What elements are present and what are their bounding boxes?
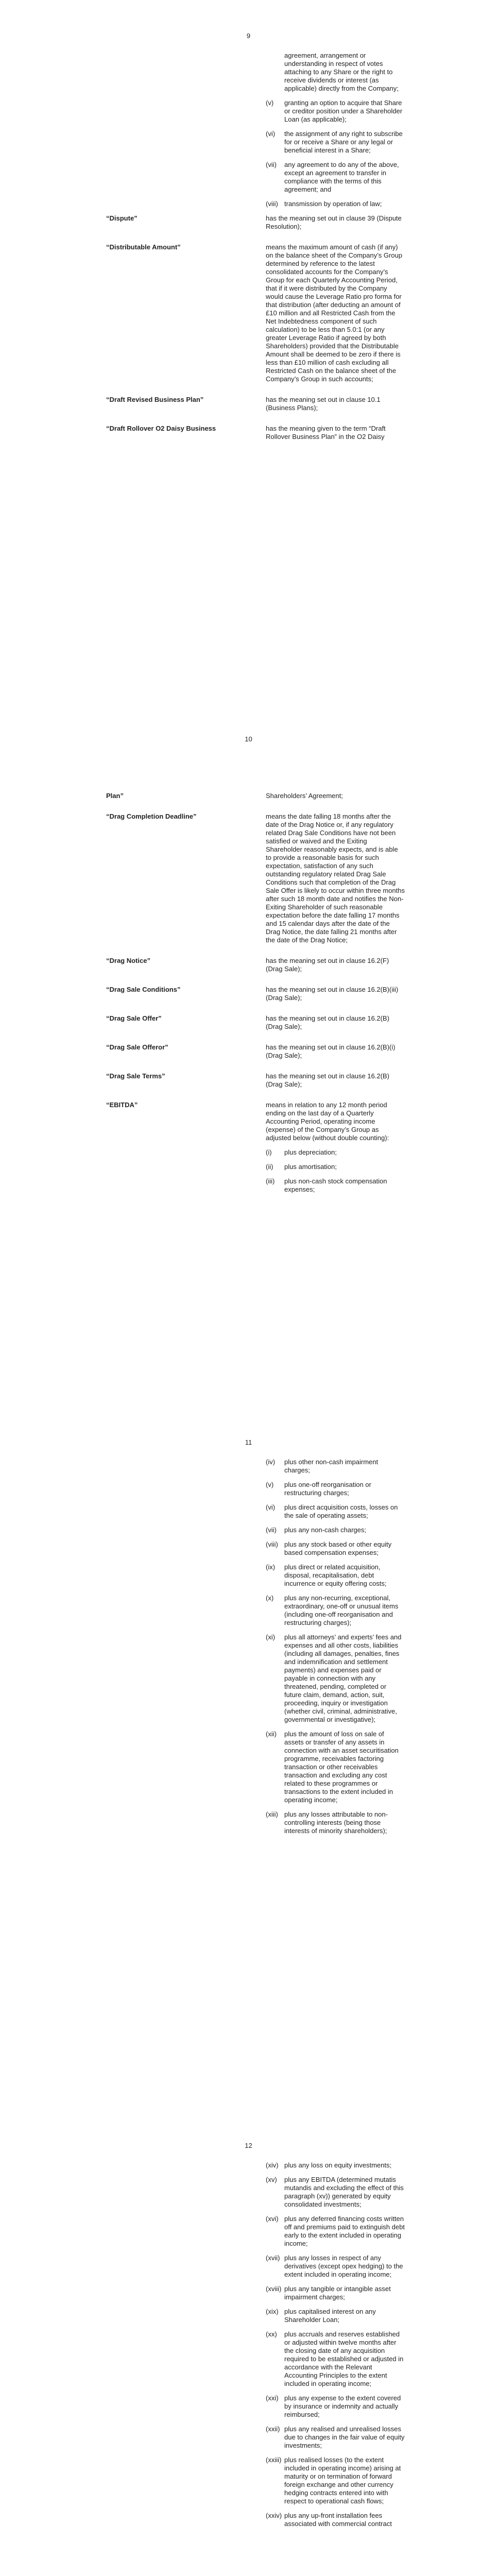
list-item: (ii) plus amortisation;	[266, 1163, 337, 1171]
definition-row	[106, 425, 405, 441]
definition-row	[106, 792, 405, 800]
definition-row	[106, 986, 405, 1002]
definition-term: “EBITDA”	[106, 1101, 138, 1109]
definition-term: “Drag Sale Offeror”	[106, 1043, 168, 1051]
list-item: (x) plus any non-recurring, exceptional, extraordinary, one-off or unusual items (including one-off reorganisation and restructuring charges);	[266, 1594, 399, 1626]
list-item: (xxiv) plus any up-front installation fees associated with commercial contract	[266, 2512, 392, 2528]
definition-term: “Drag Sale Terms”	[106, 1072, 165, 1080]
definition-term: Plan”	[106, 792, 124, 800]
list-item: (i) plus depreciation;	[266, 1148, 337, 1156]
list-item: agreement, arrangement or understanding in respect of votes attaching to any Share or the right to receive dividends or interest (as applicable) directly from the Company;	[284, 52, 399, 92]
definition-row	[106, 1072, 405, 1089]
definition-text: has the meaning set out in clause 16.2(B)(i) (Drag Sale);	[266, 1043, 396, 1059]
page-12	[0, 2110, 497, 2576]
definition-text: has the meaning set out in clause 10.1 (Business Plans);	[266, 396, 381, 412]
definition-text: means the maximum amount of cash (if any) on the balance sheet of the Company’s Group determined by reference to the latest consolidated accounts for the Company’s Group for each Quarterly Accounting Period, that if it were distributed by the Company would cause the Leverage Ratio pro forma for that distribution (after deducting an amount of £10 million and all Restricted Cash from the Net Indebtedness component of such calculation) to be less than 5.0:1 (or any greater Leverage Ratio if agreed by both Shareholders) provided that the Distributable Amount shall be deemed to be zero if there is less than £10 million of cash excluding all Restricted Cash on the balance sheet of the Company’s Group in such accounts;	[266, 243, 402, 383]
definition-text: has the meaning set out in clause 39 (Dispute Resolution);	[266, 214, 402, 230]
list-item: (xxi) plus any expense to the extent covered by insurance or indemnity and actually reimbursed;	[266, 2394, 401, 2418]
list-item: (v) granting an option to acquire that Share or creditor position under a Shareholder Loan (as applicable);	[266, 99, 403, 123]
definition-row	[106, 214, 405, 231]
list-item: (ix) plus direct or related acquisition, disposal, recapitalisation, debt incurrence or equity offering costs;	[266, 1563, 387, 1587]
page-number: 12	[245, 2142, 252, 2149]
definition-text: means in relation to any 12 month period ending on the last day of a Quarterly Accounting Period, operating income (expense) of the Company’s Group as adjusted below (without double counting):	[266, 1101, 389, 1142]
list-item: (xiv) plus any loss on equity investments;	[266, 2161, 392, 2169]
list-item: (iii) plus non-cash stock compensation expenses;	[266, 1177, 387, 1193]
list-item: (xiii) plus any losses attributable to non-controlling interests (being those interests of minority shareholders);	[266, 1810, 388, 1835]
definition-term: “Draft Rollover O2 Daisy Business	[106, 425, 216, 432]
page-11	[0, 1406, 497, 2110]
list-item: (xvi) plus any deferred financing costs written off and premiums paid to extinguish debt early to the extent included in operating income;	[266, 2215, 405, 2247]
definition-row	[106, 396, 405, 412]
definition-text: Shareholders’ Agreement;	[266, 792, 343, 800]
definition-term: “Dispute”	[106, 214, 138, 222]
list-item: (iv) plus other non-cash impairment charges;	[266, 1458, 379, 1474]
definition-row	[106, 243, 405, 383]
definition-row	[106, 1101, 405, 1142]
definition-text: has the meaning given to the term “Draft Rollover Business Plan” in the O2 Daisy	[266, 425, 386, 440]
definition-text: has the meaning set out in clause 16.2(F) (Drag Sale);	[266, 957, 389, 973]
list-item: (viii) transmission by operation of law;	[266, 200, 382, 208]
page-9	[0, 0, 497, 703]
page-number: 9	[246, 32, 251, 40]
definition-term: “Drag Sale Conditions”	[106, 986, 181, 993]
list-item: (vii) plus any non-cash charges;	[266, 1526, 366, 1534]
list-item: (xv) plus any EBITDA (determined mutatis mutandis and excluding the effect of this paragraph (xv)) generated by equity consolidated investments;	[266, 2176, 404, 2208]
page-number: 10	[245, 735, 252, 743]
definition-row	[106, 1014, 405, 1031]
definition-term: “Drag Notice”	[106, 957, 150, 964]
list-item: (xviii) plus any tangible or intangible asset impairment charges;	[266, 2285, 391, 2301]
definition-term: “Distributable Amount”	[106, 243, 181, 251]
list-item: (xii) plus the amount of loss on sale of assets or transfer of any assets in connection with an asset securitisation programme, receivables factoring transaction or other receivables transaction and excluding any cost related to these programmes or transactions to the extent included in operating income;	[266, 1730, 399, 1804]
definition-row	[106, 957, 405, 973]
list-item: (viii) plus any stock based or other equity based compensation expenses;	[266, 1540, 392, 1556]
list-item: (v) plus one-off reorganisation or restructuring charges;	[266, 1481, 371, 1497]
definition-term: “Draft Revised Business Plan”	[106, 396, 204, 403]
definition-text: means the date falling 18 months after the date of the Drag Notice or, if any regulatory related Drag Sale Conditions have not been satisfied or waived and the Exiting Shareholder reasonably expects, and is able to provide a reasonable basis for such expectation, satisfaction of any such outstanding regulatory related Drag Sale Conditions such that completion of the Drag Sale Offer is likely to occur within three months after such 18 month date and notifies the Non-Exiting Shareholder of such reasonable expectation before the date falling 17 months and 15 calendar days after the date of the Drag Notice, the date falling 21 months after the date of the Drag Notice;	[266, 812, 405, 944]
list-item: (xxii) plus any realised and unrealised losses due to changes in the fair value of equity investments;	[266, 2425, 405, 2449]
page-number: 11	[245, 1438, 252, 1446]
list-item: (xi) plus all attorneys’ and experts’ fees and expenses and all other costs, liabilities (including all damages, penalties, fines and indemnification and settlement payments) and expenses paid or payable in connection with any threatened, pending, completed or future claim, demand, action, suit, proceeding, inquiry or investigation (whether civil, criminal, administrative, governmental or investigative);	[266, 1633, 402, 1723]
definition-row	[106, 1043, 405, 1060]
list-item: (vii) any agreement to do any of the above, except an agreement to transfer in compliance with the terms of this agreement; and	[266, 161, 399, 193]
list-item: (xxiii) plus realised losses (to the extent included in operating income) arising at maturity or on termination of forward foreign exchange and other currency hedging contracts entered into with respect to operational cash flows;	[266, 2456, 401, 2505]
definition-text: has the meaning set out in clause 16.2(B) (Drag Sale);	[266, 1014, 389, 1030]
list-item: (xx) plus accruals and reserves established or adjusted within twelve months after the closing date of any acquisition required to be established or adjusted in accordance with the Relevant Accounting Principles to the extent included in operating income;	[266, 2330, 404, 2387]
definition-text: has the meaning set out in clause 16.2(B) (Drag Sale);	[266, 1072, 389, 1088]
list-item: (xvii) plus any losses in respect of any derivatives (except opex hedging) to the extent included in operating income;	[266, 2254, 403, 2278]
list-item: (vi) plus direct acquisition costs, losses on the sale of operating assets;	[266, 1503, 398, 1519]
page-10	[0, 703, 497, 1406]
definition-term: “Drag Sale Offer”	[106, 1014, 162, 1022]
definition-term: “Drag Completion Deadline”	[106, 812, 197, 820]
list-item: (xix) plus capitalised interest on any Shareholder Loan;	[266, 2308, 376, 2324]
definition-text: has the meaning set out in clause 16.2(B)(iii) (Drag Sale);	[266, 986, 399, 1002]
list-item: (vi) the assignment of any right to subscribe for or receive a Share or any legal or beneficial interest in a Share;	[266, 130, 403, 154]
definition-row	[106, 812, 405, 944]
